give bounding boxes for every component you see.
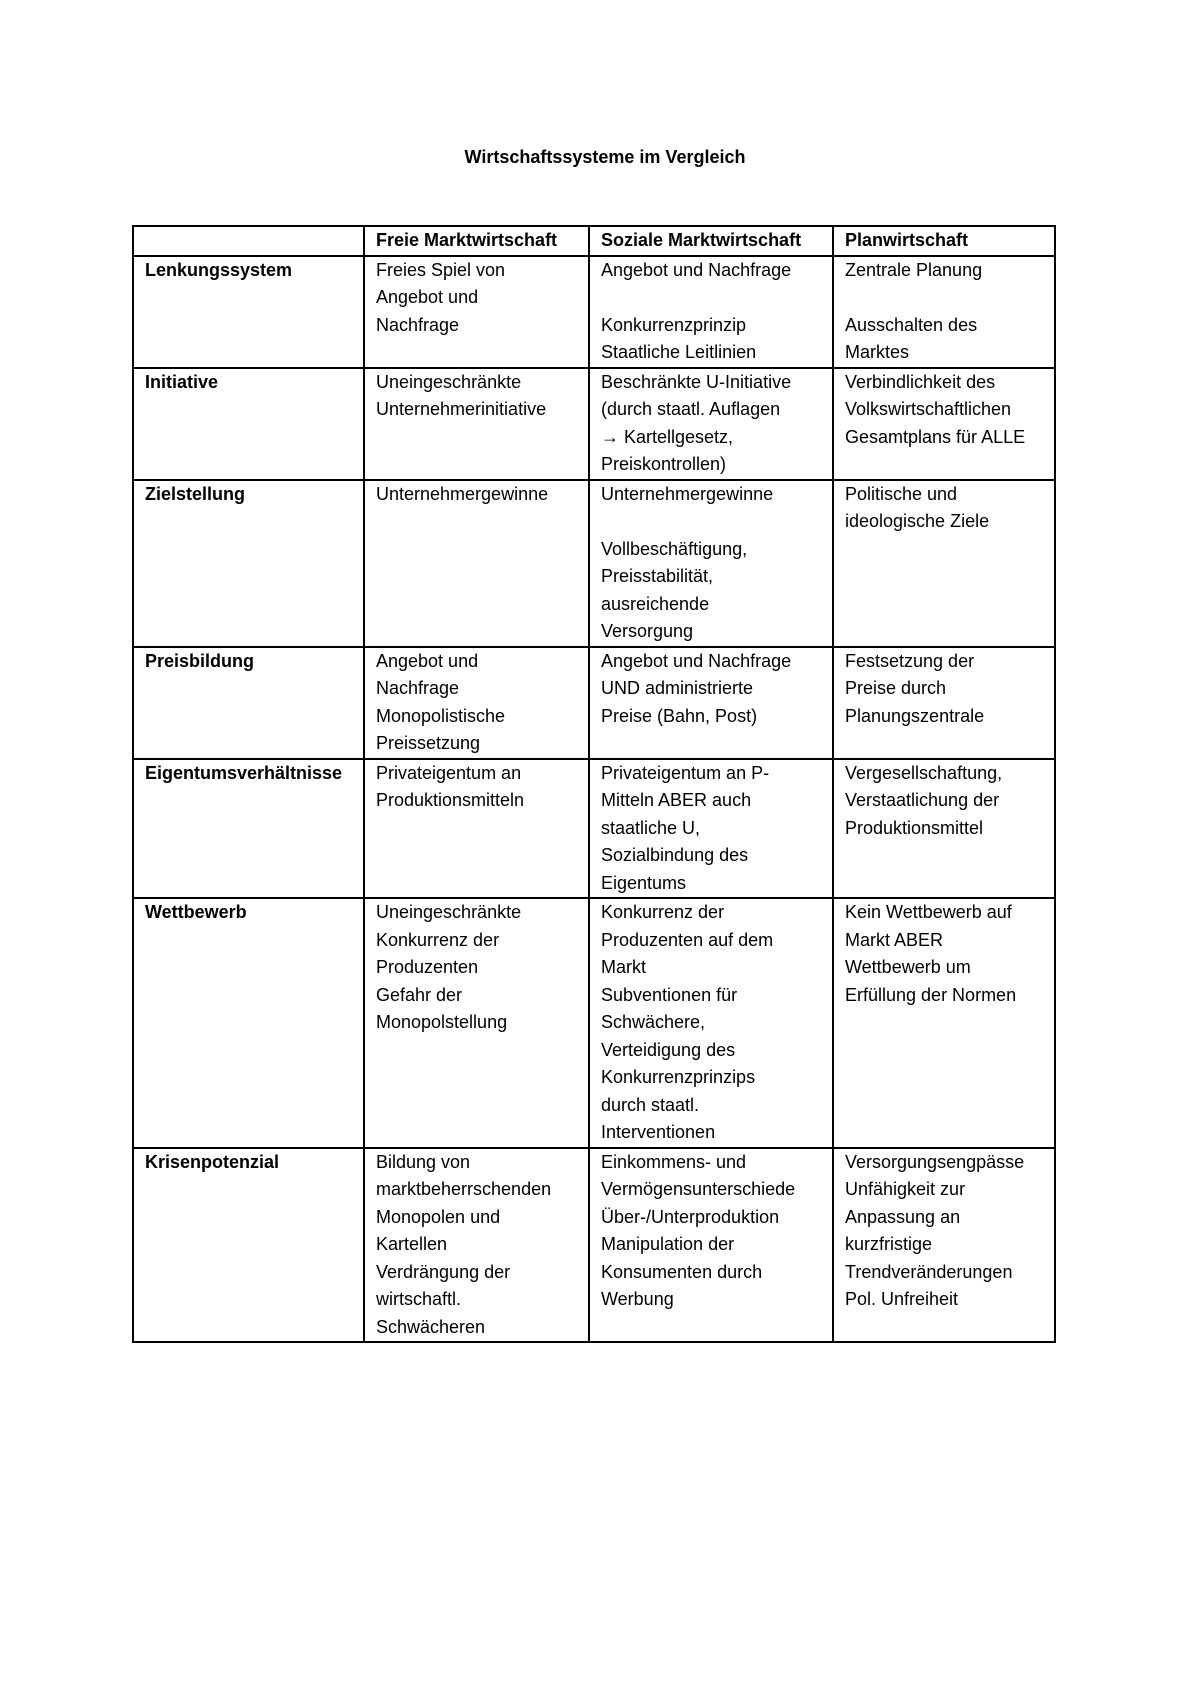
header-cell-freie-marktwirtschaft: Freie Marktwirtschaft (364, 226, 589, 256)
cell-line: Politische und (845, 483, 958, 504)
cell-line: ideologische Ziele (845, 511, 990, 531)
cell-line: Gesamtplans für ALLE (845, 426, 1026, 447)
cell-line: Angebot und (376, 650, 479, 671)
table-cell-planwirtschaft (833, 647, 1055, 759)
cell-line: Festsetzung der (845, 650, 975, 671)
cell-line: Privateigentum an (376, 762, 522, 783)
row-label: Initiative (133, 368, 364, 480)
table-row-krisenpotenzial (133, 1148, 1055, 1343)
cell-line: Mitteln ABER auch (601, 790, 752, 810)
header-cell-planwirtschaft: Planwirtschaft (833, 226, 1055, 256)
table-cell-soziale-marktwirtschaft (589, 480, 833, 647)
cell-line: Bildung von (376, 1151, 471, 1172)
cell-line: Marktes (845, 342, 910, 362)
cell-line: Wettbewerb um (845, 957, 971, 977)
cell-line: → Kartellgesetz, (601, 426, 734, 447)
cell-line: (durch staatl. Auflagen (601, 399, 781, 419)
cell-line: Unfähigkeit zur (845, 1179, 966, 1199)
cell-line: wirtschaftl. (376, 1289, 462, 1309)
cell-line: Einkommens- und (601, 1151, 747, 1172)
table-header (133, 226, 1055, 256)
table-cell-freie-marktwirtschaft (364, 647, 589, 759)
cell-line: UND administrierte (601, 678, 754, 698)
page-title: Wirtschaftssysteme im Vergleich (464, 147, 746, 167)
cell-line: Beschränkte U-Initiative (601, 371, 792, 392)
table-cell-planwirtschaft (833, 256, 1055, 368)
table-cell-soziale-marktwirtschaft (589, 256, 833, 368)
cell-line: Verstaatlichung der (845, 790, 1000, 810)
table-row-eigentumsverhaeltnisse (133, 759, 1055, 899)
table-cell-freie-marktwirtschaft (364, 759, 589, 899)
cell-line: Uneingeschränkte (376, 902, 522, 922)
cell-line: Eigentums (601, 872, 687, 893)
cell-line: Volkswirtschaftlichen (845, 399, 1012, 419)
cell-line: Unternehmerinitiative (376, 399, 547, 419)
cell-line: Produktionsmittel (845, 817, 984, 838)
cell-line: Monopolstellung (376, 1012, 508, 1032)
row-label: Lenkungssystem (133, 256, 364, 368)
cell-line: kurzfristige (845, 1234, 933, 1254)
cell-line: Werbung (601, 1289, 674, 1309)
cell-line: Produktionsmitteln (376, 790, 525, 810)
table-cell-planwirtschaft (833, 759, 1055, 899)
cell-line: ausreichende (601, 593, 710, 614)
cell-line: Gefahr der (376, 984, 463, 1005)
table-row-preisbildung (133, 647, 1055, 759)
row-label: Krisenpotenzial (133, 1148, 364, 1343)
cell-line: Über-/Unterproduktion (601, 1206, 780, 1227)
table-cell-soziale-marktwirtschaft (589, 759, 833, 899)
cell-line: Unternehmergewinne (601, 483, 774, 504)
cell-line: Staatliche Leitlinien (601, 342, 757, 362)
table-cell-soziale-marktwirtschaft (589, 647, 833, 759)
cell-line: Angebot und Nachfrage (601, 650, 792, 671)
table-cell-planwirtschaft (833, 898, 1055, 1148)
comparison-table (132, 225, 1056, 1343)
cell-line: Schwächere, (601, 1012, 706, 1032)
row-label: Preisbildung (133, 647, 364, 759)
cell-line: Konsumenten durch (601, 1261, 763, 1282)
cell-line: Verdrängung der (376, 1261, 511, 1282)
header-cell-empty (133, 226, 364, 256)
cell-line (845, 284, 1050, 312)
cell-line: Sozialbindung des (601, 845, 749, 865)
cell-line: Angebot und Nachfrage (601, 259, 792, 280)
cell-line: Pol. Unfreiheit (845, 1289, 959, 1309)
table-row-zielstellung (133, 480, 1055, 647)
cell-line: Vergesellschaftung, (845, 762, 1003, 783)
table-cell-freie-marktwirtschaft (364, 898, 589, 1148)
table-cell-freie-marktwirtschaft (364, 480, 589, 647)
cell-line: Monopolen und (376, 1206, 501, 1227)
cell-line: Planungszentrale (845, 705, 985, 726)
header-cell-soziale-marktwirtschaft: Soziale Marktwirtschaft (589, 226, 833, 256)
table-cell-planwirtschaft (833, 368, 1055, 480)
cell-line: Monopolistische (376, 705, 506, 726)
cell-line: Subventionen für (601, 984, 738, 1005)
header-row (133, 226, 1055, 256)
cell-line: Preissetzung (376, 733, 481, 753)
table-cell-soziale-marktwirtschaft (589, 368, 833, 480)
table-cell-soziale-marktwirtschaft (589, 898, 833, 1148)
cell-line: Vollbeschäftigung, (601, 538, 748, 559)
cell-line: Uneingeschränkte (376, 371, 522, 392)
cell-line: Markt (601, 957, 646, 977)
table-cell-planwirtschaft (833, 480, 1055, 647)
cell-line (601, 284, 828, 312)
table-cell-freie-marktwirtschaft (364, 256, 589, 368)
cell-line: Konkurrenz der (376, 929, 500, 950)
cell-line: Privateigentum an P- (601, 762, 770, 783)
cell-line: Verbindlichkeit des (845, 371, 996, 392)
cell-line: Verteidigung des (601, 1039, 736, 1060)
cell-line: Unternehmergewinne (376, 483, 549, 504)
cell-line: Vermögensunterschiede (601, 1179, 796, 1199)
cell-line: Freies Spiel von (376, 259, 506, 280)
cell-line: durch staatl. (601, 1094, 700, 1115)
cell-line: Preiskontrollen) (601, 454, 727, 474)
cell-line: Kartellen (376, 1234, 448, 1254)
cell-line: Zentrale Planung (845, 259, 983, 280)
cell-line: Konkurrenzprinzip (601, 314, 747, 335)
cell-line: Kein Wettbewerb auf (845, 902, 1012, 922)
cell-line: Schwächeren (376, 1316, 486, 1337)
cell-line: marktbeherrschenden (376, 1179, 552, 1199)
cell-line: Produzenten auf dem (601, 929, 774, 950)
table-cell-freie-marktwirtschaft (364, 368, 589, 480)
cell-line: Konkurrenzprinzips (601, 1067, 756, 1087)
row-label: Wettbewerb (133, 898, 364, 1148)
cell-line: Nachfrage (376, 678, 460, 698)
cell-line: Ausschalten des (845, 314, 978, 335)
cell-line: Konkurrenz der (601, 902, 725, 922)
row-label: Eigentumsverhältnisse (133, 759, 364, 899)
table-cell-planwirtschaft (833, 1148, 1055, 1343)
table-row-initiative (133, 368, 1055, 480)
cell-line: staatliche U, (601, 817, 701, 838)
cell-line: Versorgung (601, 621, 694, 641)
cell-line: Interventionen (601, 1122, 716, 1142)
cell-line: Markt ABER (845, 929, 944, 950)
table-cell-freie-marktwirtschaft (364, 1148, 589, 1343)
cell-line: Manipulation der (601, 1234, 735, 1254)
cell-line: Preise durch (845, 678, 947, 698)
cell-line: Angebot und (376, 287, 479, 307)
table-body (133, 256, 1055, 1343)
cell-line: Preise (Bahn, Post) (601, 705, 758, 726)
row-label: Zielstellung (133, 480, 364, 647)
table-row-wettbewerb (133, 898, 1055, 1148)
cell-line: Anpassung an (845, 1206, 961, 1227)
table-cell-soziale-marktwirtschaft (589, 1148, 833, 1343)
cell-line: Trendveränderungen (845, 1261, 1013, 1282)
cell-line: Nachfrage (376, 314, 460, 335)
cell-line: Preisstabilität, (601, 566, 714, 586)
cell-line: Produzenten (376, 957, 479, 977)
cell-line: Erfüllung der Normen (845, 984, 1017, 1005)
table-row-lenkungssystem (133, 256, 1055, 368)
cell-line: Versorgungsengpässe (845, 1151, 1025, 1172)
cell-line (601, 508, 828, 536)
